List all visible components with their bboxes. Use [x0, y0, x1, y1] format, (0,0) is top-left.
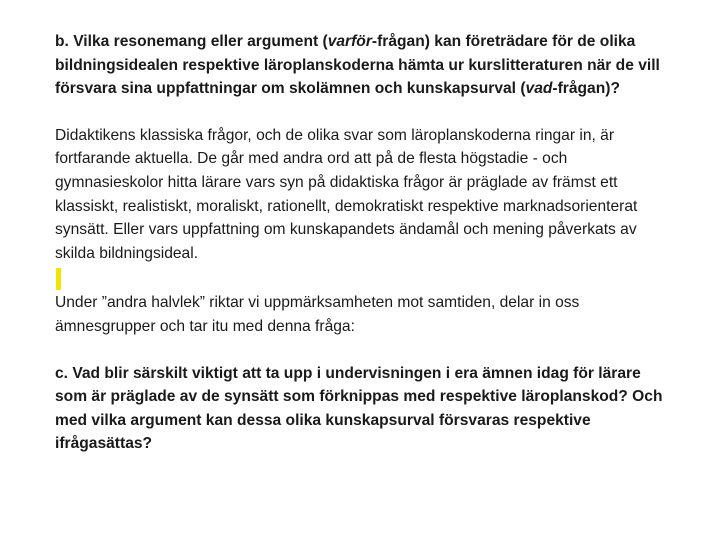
question-b-prefix: b. Vilka resonemang eller argument (	[55, 33, 328, 50]
question-b-emph-varfor: varför	[327, 33, 372, 50]
paragraph-didaktik: Didaktikens klassiska frågor, och de olika svar som läroplanskoderna ringar in, är fortfarande aktuella. De går med andra ord att på de flesta högstadie - och gymnasieskolor hitta lärare vars syn på didaktiska frågor är präglade av främst ett klassiskt, realistiskt, moraliskt, rationellt, demokratiskt respektive marknadsorienterat synsätt. Eller vars uppfattning om kunskapandets ändamål och mening påverkats av skilda bildningsideal.	[55, 126, 638, 262]
text-cursor-highlight	[56, 268, 61, 290]
paragraph-andra-halvlek: Under ”andra halvlek” riktar vi uppmärksamheten mot samtiden, delar in oss ämnesgrupper och tar itu med denna fråga:	[55, 294, 580, 335]
slide-content	[55, 30, 675, 456]
text-cursor-row	[55, 265, 675, 291]
question-c: c. Vad blir särskilt viktigt att ta upp i undervisningen i era ämnen idag för lärare som är präglade av de synsätt som förknippas med respektive läroplanskod? Och med vilka argument kan dessa olika kunskapsurval försvaras respektive ifrågasättas?	[55, 364, 663, 453]
question-b-emph-vad: vad	[525, 80, 553, 98]
question-b	[55, 30, 675, 101]
question-b-suffix2: -frågan)?	[552, 80, 620, 98]
question-b-suffix: -frågan) kan företrädare för de olika bildningsidealen respektive läroplanskoderna hämta ur kurslitteraturen när de vill försvara sina uppfattningar om skolämnen och kunskapsurval (	[55, 33, 660, 98]
